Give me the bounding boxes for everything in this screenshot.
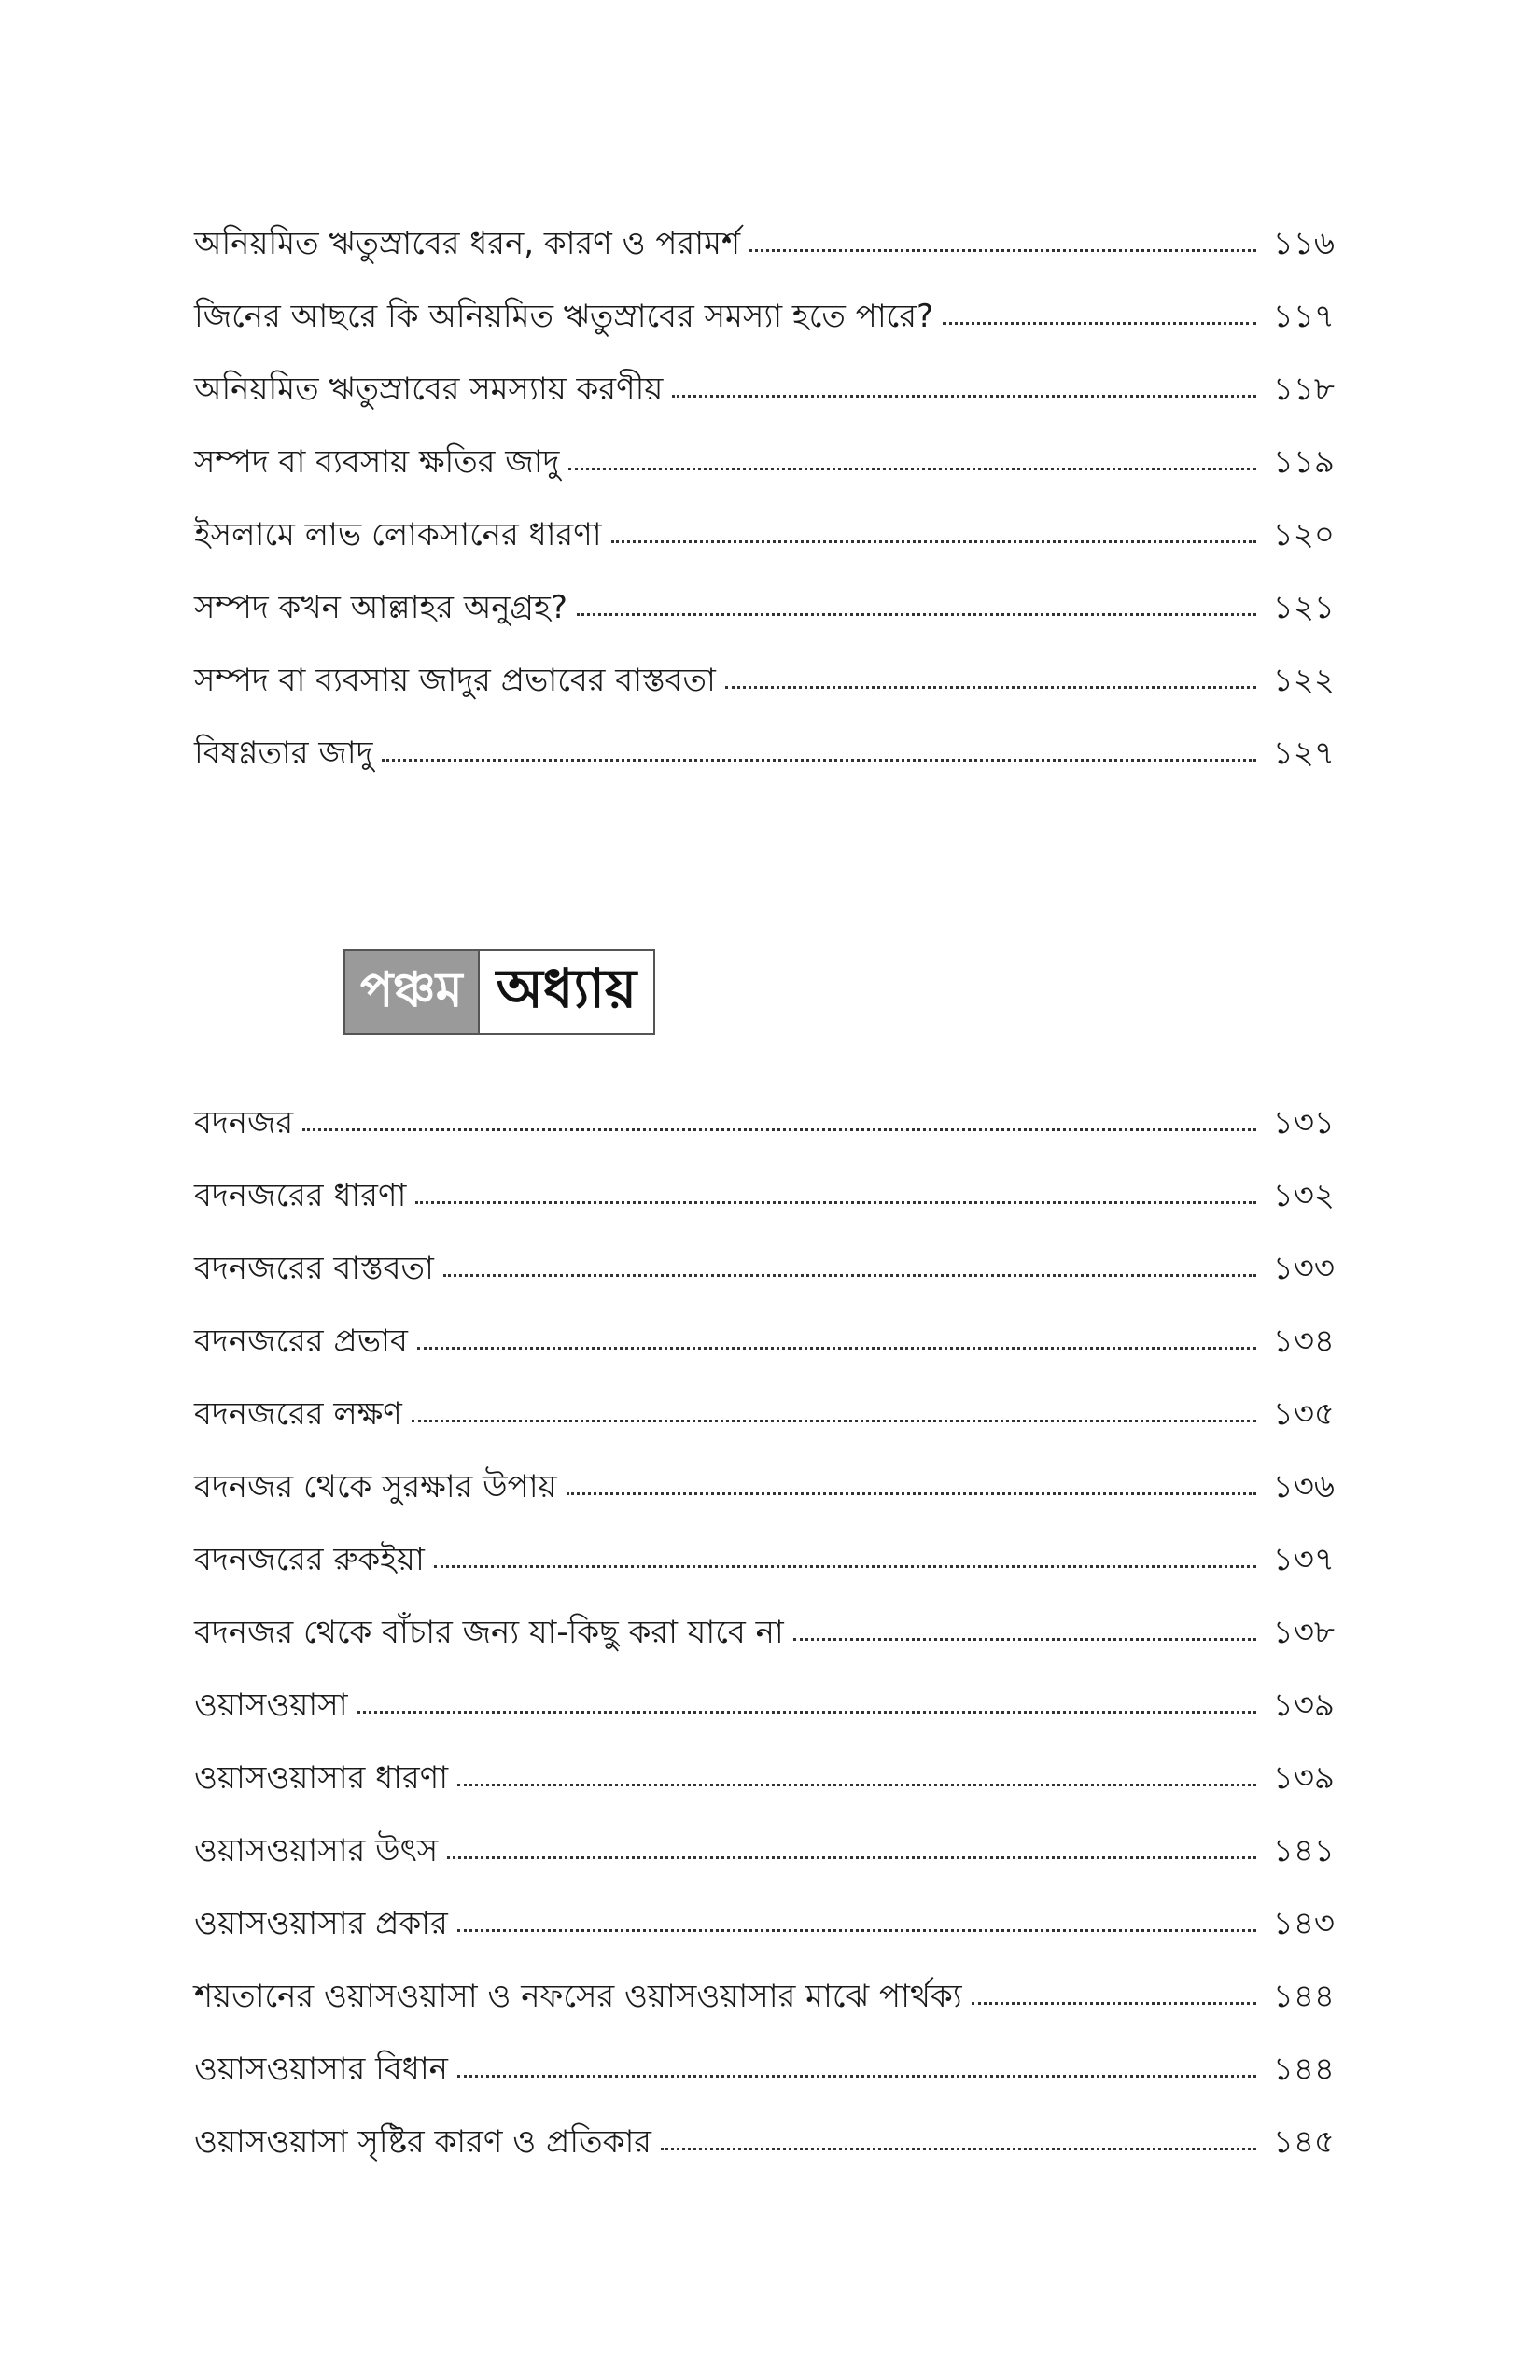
toc-entry[interactable] — [194, 623, 1335, 699]
toc-entry[interactable] — [194, 1430, 1335, 1503]
toc-entry-page: ১৩৯ — [1272, 1759, 1335, 1797]
dot-leader — [725, 686, 1256, 689]
toc-entry-page: ১২২ — [1272, 662, 1335, 699]
dot-leader — [793, 1638, 1256, 1641]
toc-entry-title: বদনজর থেকে বাঁচার জন্য যা-কিছু করা যাবে না — [194, 1614, 784, 1651]
toc-entry-page: ১৩৮ — [1272, 1614, 1335, 1651]
toc-entry-page: ১৪৪ — [1272, 2051, 1335, 2088]
dot-leader — [457, 1784, 1256, 1786]
chapter-number: পঞ্চম — [345, 951, 480, 1033]
dot-leader — [568, 468, 1256, 470]
toc-entry[interactable] — [194, 1066, 1335, 1139]
toc-entry-page: ১৪৩ — [1272, 1905, 1335, 1942]
toc-entry[interactable] — [194, 259, 1335, 335]
toc-entry-title: বদনজরের লক্ষণ — [194, 1395, 402, 1433]
toc-entry-page: ১২০ — [1272, 516, 1335, 553]
toc-entry-page: ১৩২ — [1272, 1177, 1335, 1214]
toc-entry[interactable] — [194, 1503, 1335, 1578]
dot-leader — [415, 1201, 1256, 1204]
toc-entry-title: বদনজরের রুকইয়া — [194, 1541, 425, 1578]
toc-entry-title: বদনজর থেকে সুরক্ষার উপায় — [194, 1468, 557, 1505]
toc-entry[interactable] — [194, 332, 1335, 408]
toc-entry[interactable] — [194, 478, 1335, 551]
toc-entry[interactable] — [194, 187, 1335, 262]
toc-entry-title: বদনজরের ধারণা — [194, 1177, 407, 1214]
toc-entry[interactable] — [194, 1211, 1335, 1287]
dot-leader — [567, 1492, 1256, 1495]
toc-entry-title: বদনজরের প্রভাব — [194, 1323, 408, 1360]
dot-leader — [357, 1711, 1256, 1714]
dot-leader — [302, 1128, 1256, 1131]
toc-entry-page: ১৩৬ — [1272, 1468, 1335, 1505]
toc-entry-page: ১৪৪ — [1272, 1978, 1335, 2015]
dot-leader — [457, 2075, 1256, 2078]
toc-entry[interactable] — [194, 1139, 1335, 1214]
toc-entry-page: ১১৭ — [1272, 298, 1335, 335]
dot-leader — [672, 395, 1256, 398]
dot-leader — [943, 322, 1256, 325]
dot-leader — [447, 1856, 1256, 1859]
dot-leader — [457, 1929, 1256, 1932]
toc-entry-page: ১৩৯ — [1272, 1687, 1335, 1724]
toc-entry-title: শয়তানের ওয়াসওয়াসা ও নফসের ওয়াসওয়াসার মাঝে পার্থক্য — [194, 1978, 962, 2015]
toc-entry-title: অনিয়মিত ঋতুস্রাবের সমস্যায় করণীয় — [194, 371, 664, 408]
toc-entry[interactable] — [194, 1648, 1335, 1724]
dot-leader — [382, 759, 1256, 762]
toc-entry-title: ওয়াসওয়াসার উৎস — [194, 1832, 439, 1869]
chapter-heading — [343, 949, 655, 1035]
dot-leader — [749, 249, 1256, 252]
toc-entry-title: অনিয়মিত ঋতুস্রাবের ধরন, কারণ ও পরামর্শ — [194, 225, 741, 262]
toc-entry-page: ১১৬ — [1272, 225, 1335, 262]
toc-entry[interactable] — [194, 2012, 1335, 2088]
toc-entry-page: ১২১ — [1272, 589, 1335, 626]
dot-leader — [443, 1274, 1256, 1277]
dot-leader — [661, 2148, 1256, 2150]
toc-entry-page: ১২৭ — [1272, 735, 1335, 772]
dot-leader — [417, 1347, 1256, 1350]
toc-entry[interactable] — [194, 1794, 1335, 1867]
toc-entry[interactable] — [194, 1284, 1335, 1360]
toc-entry-title: সম্পদ কখন আল্লাহর অনুগ্রহ? — [194, 589, 567, 626]
toc-entry-title: ইসলামে লাভ লোকসানের ধারণা — [194, 516, 602, 553]
toc-entry-title: বদনজরের বাস্তবতা — [194, 1250, 434, 1287]
dot-leader — [412, 1420, 1256, 1422]
toc-entry[interactable] — [194, 405, 1335, 481]
toc-entry[interactable] — [194, 551, 1335, 626]
toc-entry-page: ১৩৭ — [1272, 1541, 1335, 1578]
toc-entry-title: সম্পদ বা ব্যবসায় ক্ষতির জাদু — [194, 443, 560, 481]
toc-entry-title: ওয়াসওয়াসা — [194, 1687, 348, 1724]
toc-list-bottom — [194, 1066, 1335, 2161]
toc-entry-page: ১৩৩ — [1272, 1250, 1335, 1287]
chapter-label: অধ্যায় — [480, 951, 654, 1033]
toc-entry-title: ওয়াসওয়াসার ধারণা — [194, 1759, 449, 1797]
toc-entry-page: ১৩৫ — [1272, 1395, 1335, 1433]
toc-entry[interactable] — [194, 1721, 1335, 1797]
dot-leader — [972, 2002, 1256, 2005]
toc-entry[interactable] — [194, 696, 1335, 772]
toc-entry-page: ১৩১ — [1272, 1104, 1335, 1141]
toc-entry[interactable] — [194, 2085, 1335, 2161]
toc-list-top — [194, 187, 1335, 772]
toc-entry-page: ১৩৪ — [1272, 1323, 1335, 1360]
dot-leader — [611, 540, 1256, 543]
toc-entry-title: জিনের আছরে কি অনিয়মিত ঋতুস্রাবের সমস্যা হতে পারে? — [194, 298, 934, 335]
toc-entry[interactable] — [194, 1357, 1335, 1433]
toc-entry[interactable] — [194, 1939, 1335, 2015]
toc-entry-title: ওয়াসওয়াসার বিধান — [194, 2051, 448, 2088]
toc-entry[interactable] — [194, 1575, 1335, 1651]
toc-entry[interactable] — [194, 1867, 1335, 1942]
toc-entry-title: সম্পদ বা ব্যবসায় জাদুর প্রভাবের বাস্তবতা — [194, 662, 716, 699]
toc-entry-title: বদনজর — [194, 1104, 294, 1141]
toc-entry-page: ১৪১ — [1272, 1832, 1335, 1869]
toc-entry-page: ১১৮ — [1272, 371, 1335, 408]
toc-entry-title: ওয়াসওয়াসার প্রকার — [194, 1905, 448, 1942]
toc-entry-page: ১৪৫ — [1272, 2123, 1335, 2161]
toc-entry-title: বিষণ্ণতার জাদু — [194, 735, 373, 772]
dot-leader — [577, 613, 1256, 616]
toc-entry-title: ওয়াসওয়াসা সৃষ্টির কারণ ও প্রতিকার — [194, 2123, 652, 2161]
dot-leader — [434, 1565, 1256, 1568]
toc-entry-page: ১১৯ — [1272, 443, 1335, 481]
